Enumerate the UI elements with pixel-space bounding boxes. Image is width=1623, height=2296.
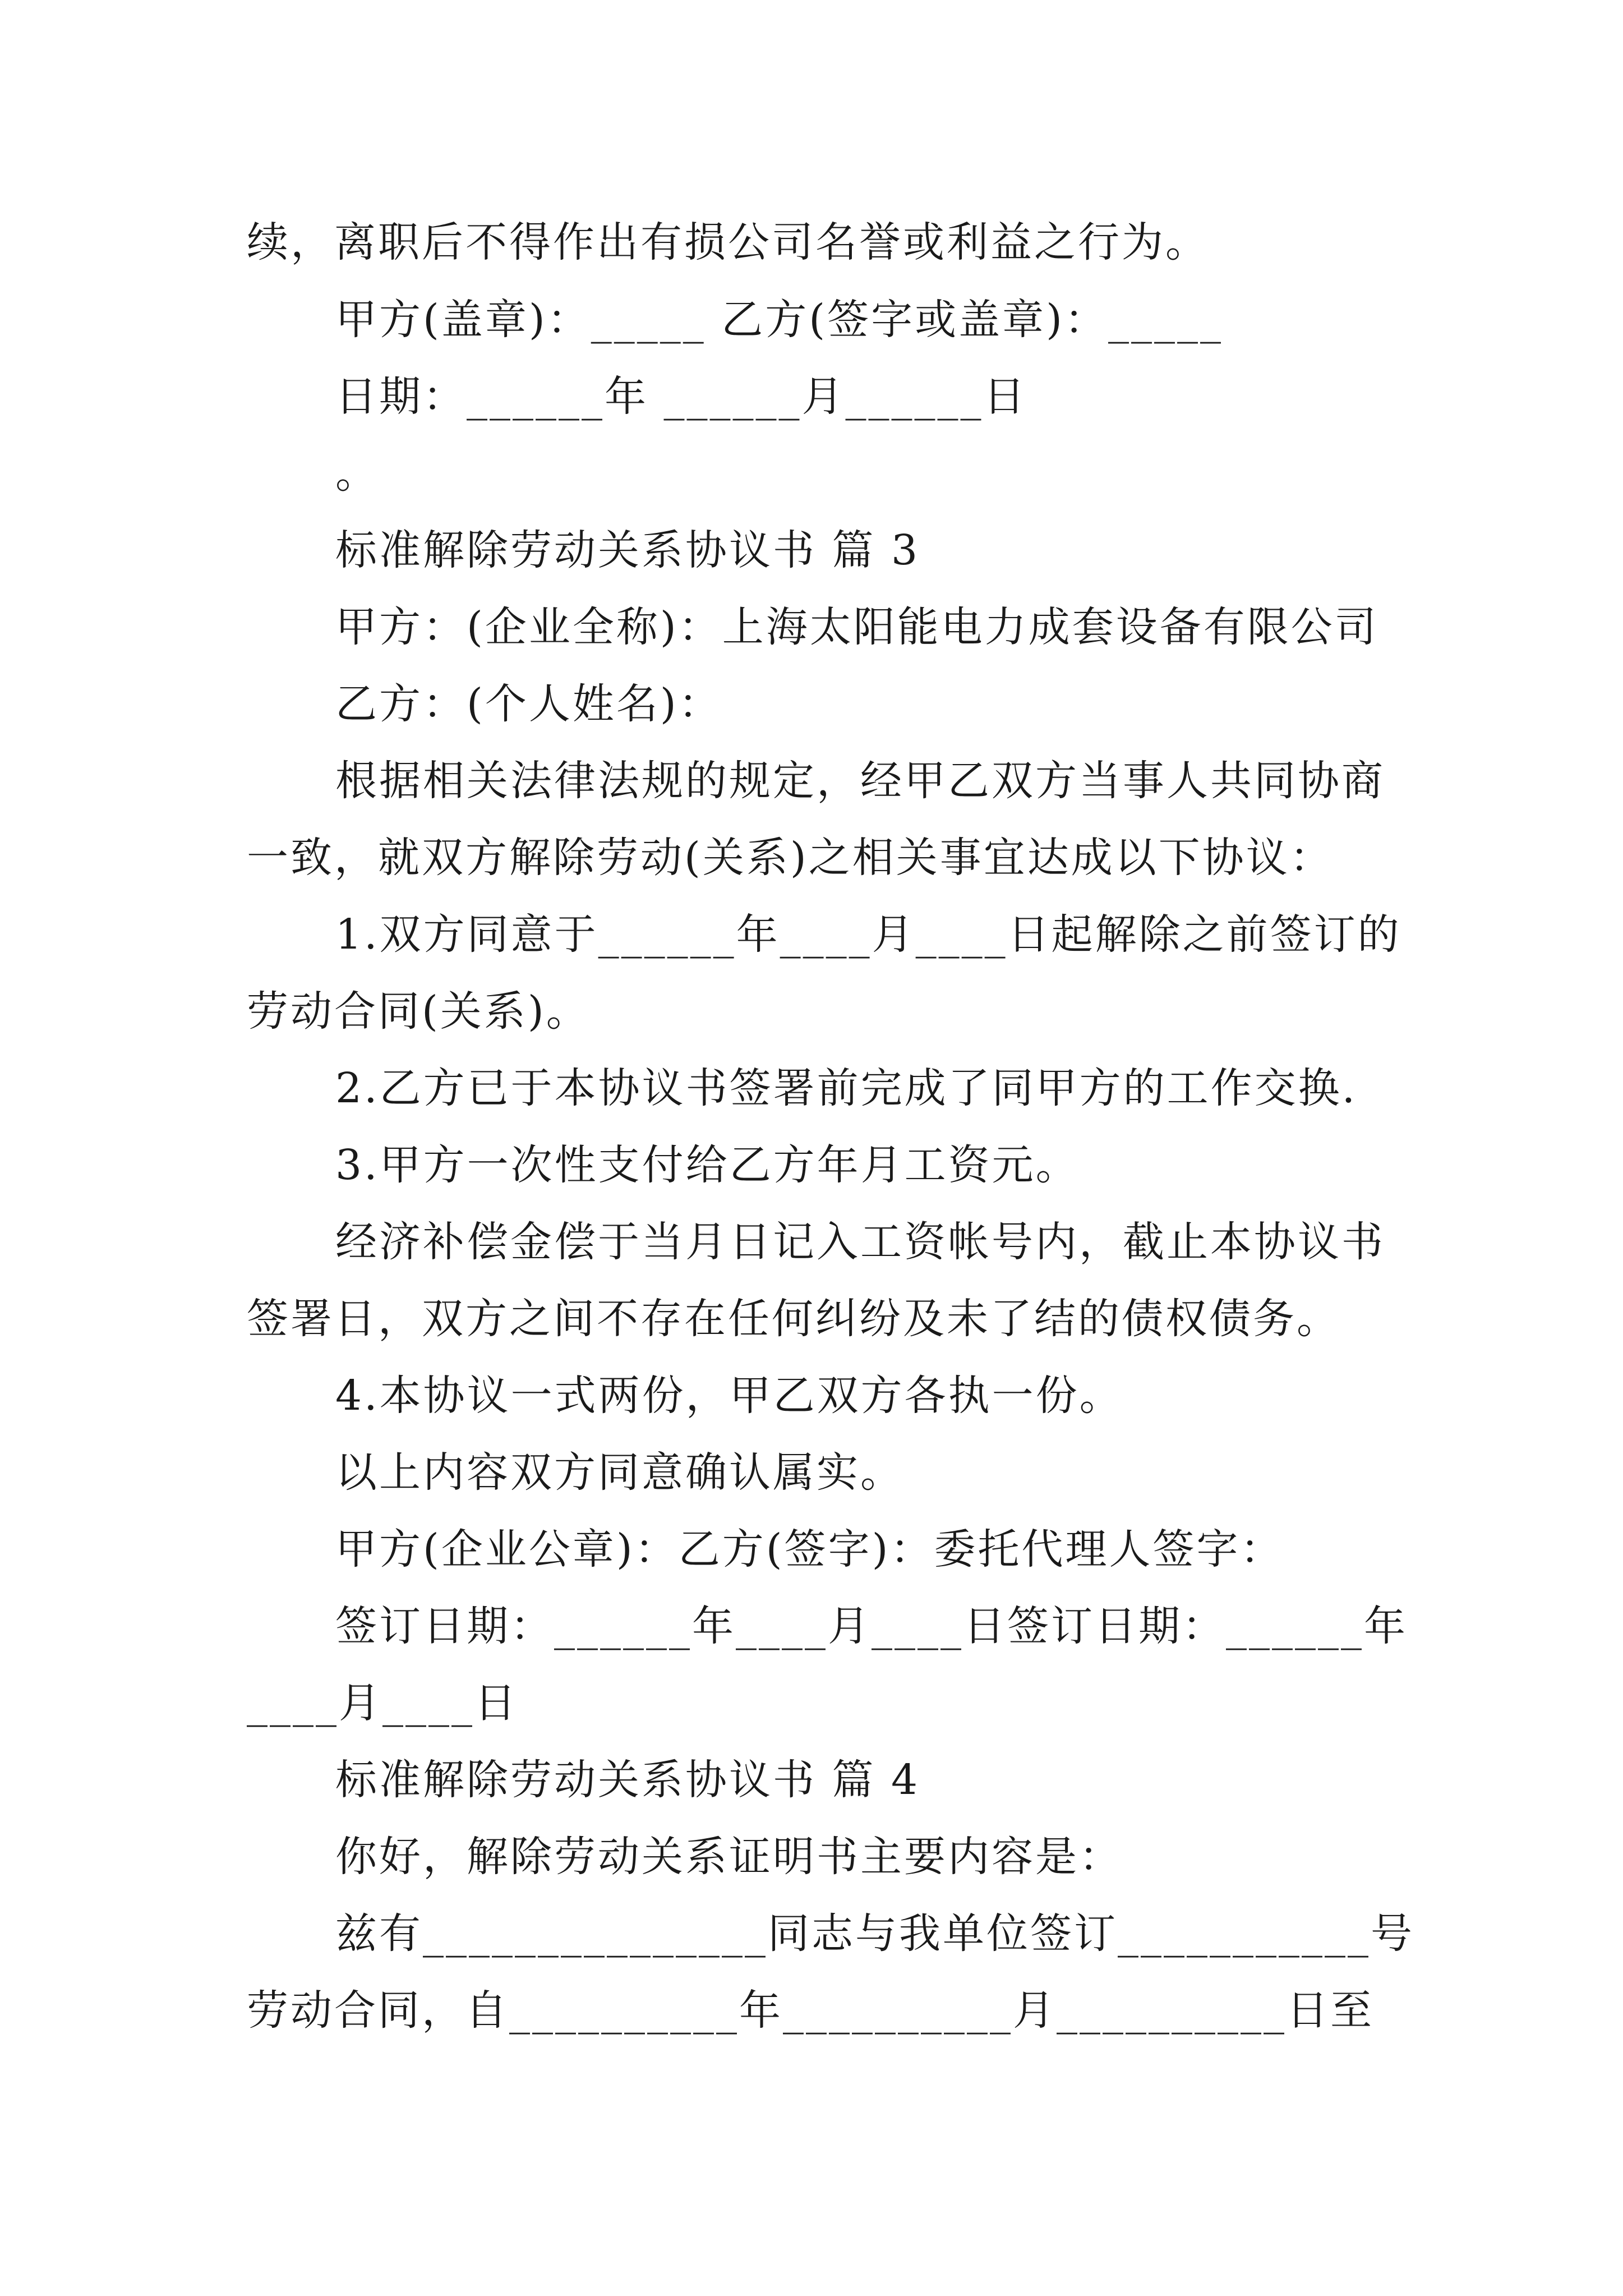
text-line: 劳动合同(关系)。 bbox=[247, 987, 590, 1036]
text-line: 2.乙方已于本协议书签署前完成了同甲方的工作交换. bbox=[335, 1064, 1358, 1112]
text-line: 3.甲方一次性支付给乙方年月工资元。 bbox=[335, 1141, 1080, 1189]
text-line: 甲方(企业公章)：乙方(签字)：委托代理人签字： bbox=[335, 1525, 1284, 1573]
text-line: 。 bbox=[335, 449, 379, 498]
text-line: 一致，就双方解除劳动(关系)之相关事宜达成以下协议： bbox=[247, 834, 1334, 882]
text-line: 续，离职后不得作出有损公司名誉或利益之行为。 bbox=[247, 218, 1209, 266]
text-line: 签署日，双方之间不存在任何纠纷及未了结的债权债务。 bbox=[247, 1295, 1340, 1343]
text-line: 劳动合同，自__________年__________月__________日至 bbox=[247, 1986, 1374, 2035]
text-line: 1.双方同意于______年____月____日起解除之前签订的 bbox=[335, 910, 1401, 959]
section-heading: 标准解除劳动关系协议书 篇 4 bbox=[335, 1756, 920, 1804]
text-line: 签订日期：______年____月____日签订日期：______年 bbox=[335, 1602, 1408, 1650]
text-line: 日期：______年 ______月______日 bbox=[335, 372, 1027, 421]
text-line: ____月____日 bbox=[247, 1679, 518, 1727]
text-line: 你好，解除劳动关系证明书主要内容是： bbox=[335, 1833, 1123, 1881]
section-heading: 标准解除劳动关系协议书 篇 3 bbox=[335, 526, 920, 574]
text-line: 甲方：(企业全称)：上海太阳能电力成套设备有限公司 bbox=[335, 603, 1378, 651]
text-line: 根据相关法律法规的规定，经甲乙双方当事人共同协商 bbox=[335, 757, 1385, 805]
text-line: 兹有_______________同志与我单位签订___________号 bbox=[335, 1910, 1414, 1958]
text-line: 以上内容双方同意确认属实。 bbox=[335, 1448, 904, 1497]
text-line: 经济补偿金偿于当月日记入工资帐号内，截止本协议书 bbox=[335, 1218, 1385, 1266]
text-line: 甲方(盖章)：_____ 乙方(签字或盖章)：_____ bbox=[335, 296, 1224, 344]
text-line: 4.本协议一式两份，甲乙双方各执一份。 bbox=[335, 1372, 1123, 1420]
text-line: 乙方：(个人姓名)： bbox=[335, 680, 722, 728]
